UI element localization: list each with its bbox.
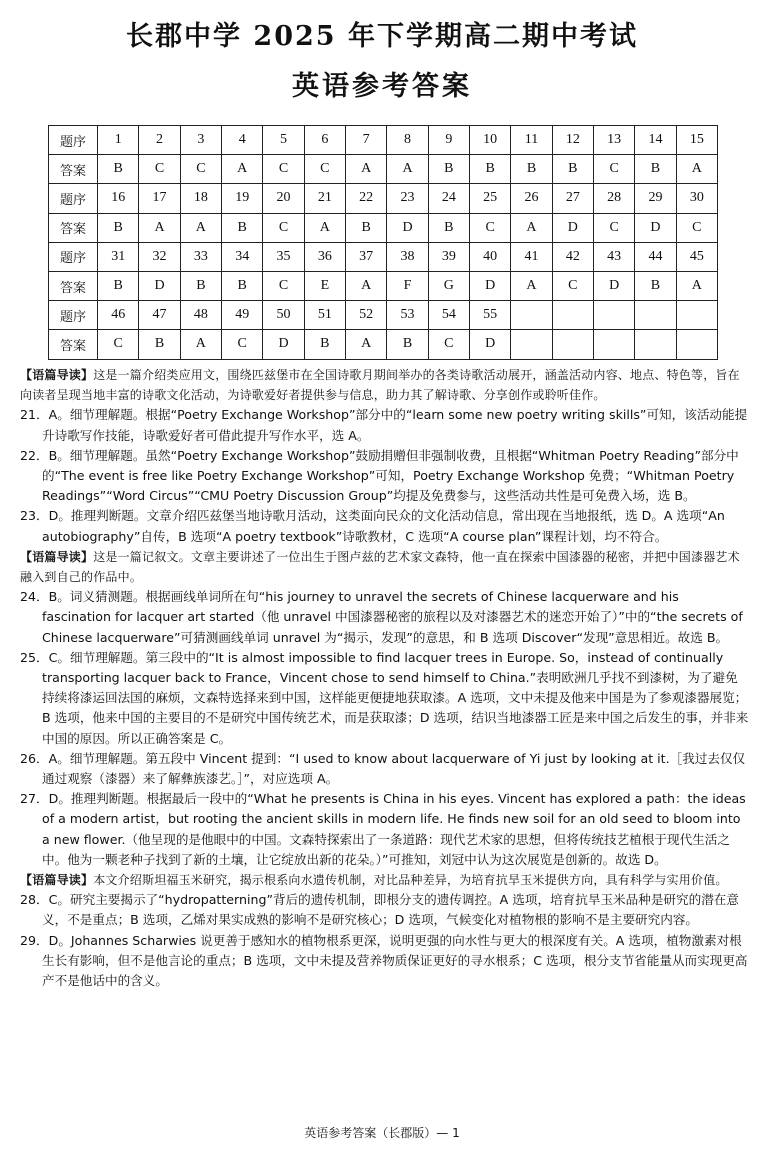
row-header-answer: 答案	[49, 271, 98, 300]
answer-cell: B	[387, 330, 428, 359]
reading-guide	[20, 870, 750, 890]
question-number-cell: 19	[222, 184, 263, 213]
answer-cell: B	[180, 271, 221, 300]
row-header-answer: 答案	[49, 330, 98, 359]
question-number-cell	[593, 301, 634, 330]
answer-explanation: 23．D。推理判断题。文章介绍匹兹堡当地诗歌月活动，这类面向民众的文化活动信息，常出现在当地报纸，选 D。A 选项“An autobiography”自传，B 选项“A poetry textbook”诗歌教材，C 选项“A course plan”课程计划，均不符合。	[20, 508, 725, 544]
answer-cell: B	[98, 155, 139, 184]
answer-explanation: 29．D。Johannes Scharwies 说更善于感知水的植物根系更深，说明更强的向水性与更大的根深度有关。A 选项，植物激素对根生长有影响，但不是他言论的重点；B 选项，文中未提及营养物质保证更好的寻水根系；C 选项，根分支节省能量从而实现更高产不是他话中的含义。	[20, 932, 748, 989]
question-number-cell: 42	[552, 242, 593, 271]
question-number-cell: 43	[593, 242, 634, 271]
answer-key-subtitle: 英语参考答案	[292, 71, 472, 102]
reading-guide-tag: 【语篇导读】	[20, 368, 94, 382]
answer-cell: A	[511, 271, 552, 300]
page-footer: 英语参考答案（长郡版）— 1	[304, 1126, 460, 1140]
table-row-answer	[49, 213, 718, 242]
reading-guide	[20, 547, 750, 587]
question-number-cell: 10	[470, 126, 511, 155]
answer-cell: F	[387, 271, 428, 300]
question-number-cell: 53	[387, 301, 428, 330]
reading-guide-text: 这是一篇记叙文。文章主要讲述了一位出生于图卢兹的艺术家文森特，他一直在探索中国漆器的秘密，并把中国漆器艺术融入到自己的作品中。	[20, 549, 740, 585]
exam-title: 长郡中学 2025 年下学期高二期中考试	[126, 21, 638, 52]
answer-cell: C	[428, 330, 469, 359]
reading-guide-text: 本文介绍斯坦福玉米研究，揭示根系向水遗传机制，对比品种差异，为培育抗旱玉米提供方向，具有科学与实用价值。	[93, 873, 728, 888]
answer-cell: C	[593, 213, 634, 242]
answer-explanation: 25．C。细节理解题。第三段中的“It is almost impossible to find lacquer trees in Europe. So，instead of continually transporting lacquer back to France，Vincent chose to send himself to China.”表明欧洲几乎找不到漆树，为了避免持续将漆运回法国的麻烦，文森特选择来到中国，这样能更便捷地获取漆。A 选项，文中未提及他来中国是为了参观漆器展览；B 选项，他来中国的主要目的不是研究中国传统艺术，而是获取漆；D 选项，结识当地漆器工匠是来中国之后发生的事，并非来中国的原因。所以正确答案是 C。	[20, 649, 749, 746]
answer-cell: C	[304, 155, 345, 184]
question-number-cell: 13	[593, 126, 634, 155]
question-number-cell: 6	[304, 126, 345, 155]
question-number-cell: 24	[428, 184, 469, 213]
question-number-cell: 30	[676, 184, 717, 213]
question-number-cell: 51	[304, 301, 345, 330]
answer-cell: B	[511, 155, 552, 184]
answer-cell: C	[263, 155, 304, 184]
answer-cell: A	[346, 155, 387, 184]
row-header-answer: 答案	[49, 155, 98, 184]
question-number-cell: 16	[98, 184, 139, 213]
answer-cell: B	[304, 330, 345, 359]
answer-cell	[676, 330, 717, 359]
reading-guide	[20, 365, 750, 405]
question-number-cell: 15	[676, 126, 717, 155]
question-number-cell: 46	[98, 301, 139, 330]
answer-cell: D	[263, 330, 304, 359]
answer-cell: A	[676, 271, 717, 300]
answer-cell: D	[387, 213, 428, 242]
question-number-cell: 28	[593, 184, 634, 213]
question-number-cell: 27	[552, 184, 593, 213]
question-number-cell: 17	[139, 184, 180, 213]
reading-guide-tag: 【语篇导读】	[20, 873, 94, 888]
answer-explanation: 26．A。细节理解题。第五段中 Vincent 提到：“I used to know about lacquerware of Yi just by looking at it.［我过去仅仅通过观察（漆器）来了解彝族漆艺。］”，对应选项 A。	[20, 750, 746, 787]
question-number-cell: 12	[552, 126, 593, 155]
question-number-cell: 39	[428, 242, 469, 271]
question-number-cell	[676, 301, 717, 330]
answer-cell: B	[98, 271, 139, 300]
explanations	[20, 365, 750, 991]
answer-cell: C	[593, 155, 634, 184]
question-number-cell: 9	[428, 126, 469, 155]
answer-cell: D	[552, 213, 593, 242]
answer-cell: A	[676, 155, 717, 184]
answer-cell: C	[139, 155, 180, 184]
answer-explanation: 27．D。推理判断题。根据最后一段中的“What he presents is China in his eyes. Vincent has explored a path：the ideas of a modern artist，but rooting the ancient skills in modern life. He finds new soil for an old seed to bloom into a new flower.（他呈现的是他眼中的中国。文森特探索出了一条道路：现代艺术家的思想，但将传统技艺植根于现代生活之中。他为一颗老种子找到了新的土壤，让它绽放出新的花朵。）”可推知，刘冠中认为这次展览是创新的。故选 D。	[20, 791, 746, 867]
question-number-cell: 47	[139, 301, 180, 330]
table-row-number	[49, 242, 718, 271]
answer-explanation: 22．B。细节理解题。虽然“Poetry Exchange Workshop”鼓励捐赠但非强制收费，且根据“Whitman Poetry Reading”部分中的“The event is free like Poetry Exchange Workshop”可知，Poetry Exchange Workshop 免费；“Whitman Poetry Readings”“Word Circus”“CMU Poetry Discussion Group”均提及免费参与，这些活动共性是可免费入场，选 B。	[20, 447, 739, 504]
table-row-number	[49, 184, 718, 213]
question-number-cell: 52	[346, 301, 387, 330]
answer-cell: C	[98, 330, 139, 359]
answer-cell: A	[139, 213, 180, 242]
question-number-cell: 48	[180, 301, 221, 330]
answer-cell: A	[346, 271, 387, 300]
answer-cell: A	[511, 213, 552, 242]
answer-explanation: 28．C。研究主要揭示了“hydropatterning”背后的遗传机制，即根分支的遗传调控。A 选项，培育抗旱玉米品种是研究的潜在意义，不是重点；B 选项，乙烯对果实成熟的影响不是研究核心；D 选项，气候变化对植物根的影响不是主要研究内容。	[20, 892, 739, 928]
question-number-cell: 22	[346, 184, 387, 213]
reading-guide-tag: 【语篇导读】	[20, 549, 94, 564]
answer-cell: C	[552, 271, 593, 300]
question-number-cell: 18	[180, 184, 221, 213]
answer-cell: A	[180, 330, 221, 359]
answer-cell: E	[304, 271, 345, 300]
question-number-cell: 11	[511, 126, 552, 155]
question-number-cell: 21	[304, 184, 345, 213]
question-number-cell: 7	[346, 126, 387, 155]
answer-cell: A	[387, 155, 428, 184]
question-number-cell: 49	[222, 301, 263, 330]
question-number-cell: 23	[387, 184, 428, 213]
question-number-cell	[635, 301, 676, 330]
table-row-number	[49, 126, 718, 155]
answer-cell: B	[222, 271, 263, 300]
answer-cell: D	[470, 330, 511, 359]
question-number-cell: 1	[98, 126, 139, 155]
question-number-cell: 3	[180, 126, 221, 155]
answer-cell: D	[635, 213, 676, 242]
question-number-cell: 14	[635, 126, 676, 155]
answer-cell: C	[180, 155, 221, 184]
question-number-cell: 34	[222, 242, 263, 271]
answer-cell	[593, 330, 634, 359]
row-header-number: 题序	[49, 301, 98, 330]
reading-guide-text: 这是一篇介绍类应用文，围绕匹兹堡市在全国诗歌月期间举办的各类诗歌活动展开，涵盖活动内容、地点、特色等，旨在向读者呈现当地丰富的诗歌文化活动，为诗歌爱好者提供参与信息，助力其了解诗歌、分享创作或聆听佳作。	[20, 368, 740, 403]
question-number-cell: 31	[98, 242, 139, 271]
question-number-cell: 8	[387, 126, 428, 155]
question-number-cell: 29	[635, 184, 676, 213]
answer-cell: A	[346, 330, 387, 359]
question-number-cell: 32	[139, 242, 180, 271]
answer-cell: B	[428, 213, 469, 242]
answer-cell	[511, 330, 552, 359]
answer-cell: C	[470, 213, 511, 242]
answer-cell: D	[593, 271, 634, 300]
answer-cell: B	[428, 155, 469, 184]
answer-cell	[635, 330, 676, 359]
table-row-answer	[49, 271, 718, 300]
answer-explanation: 24．B。词义猜测题。根据画线单词所在句“his journey to unravel the secrets of Chinese lacquerware and his fascination for lacquer art started（他 unravel 中国漆器秘密的旅程以及对漆器艺术的迷恋开始了）”中的“the secrets of Chinese lacquerware”可猜测画线单词 unravel 为“揭示，发现”的意思，和 B 选项 Discover“发现”意思相近。故选 B。	[20, 589, 743, 645]
answer-table	[48, 125, 718, 360]
question-number-cell: 54	[428, 301, 469, 330]
question-number-cell: 4	[222, 126, 263, 155]
question-number-cell: 50	[263, 301, 304, 330]
question-number-cell: 2	[139, 126, 180, 155]
answer-cell: B	[98, 213, 139, 242]
question-number-cell: 5	[263, 126, 304, 155]
question-number-cell: 40	[470, 242, 511, 271]
table-row-number	[49, 301, 718, 330]
answer-cell: C	[263, 271, 304, 300]
question-number-cell: 33	[180, 242, 221, 271]
row-header-number: 题序	[49, 184, 98, 213]
answer-cell: B	[346, 213, 387, 242]
answer-cell: A	[222, 155, 263, 184]
question-number-cell	[511, 301, 552, 330]
answer-cell: D	[139, 271, 180, 300]
answer-cell: G	[428, 271, 469, 300]
table-row-answer	[49, 330, 718, 359]
row-header-answer: 答案	[49, 213, 98, 242]
answer-cell: B	[139, 330, 180, 359]
answer-explanation: 21．A。细节理解题。根据“Poetry Exchange Workshop”部分中的“learn some new poetry writing skills”可知，该活动能提升诗歌写作技能，诗歌爱好者可借此提升写作水平，选 A。	[20, 407, 748, 443]
answer-cell: C	[263, 213, 304, 242]
answer-cell: C	[222, 330, 263, 359]
answer-cell: B	[552, 155, 593, 184]
row-header-number: 题序	[49, 242, 98, 271]
row-header-number: 题序	[49, 126, 98, 155]
answer-cell	[552, 330, 593, 359]
question-number-cell: 38	[387, 242, 428, 271]
answer-cell: C	[676, 213, 717, 242]
answer-cell: B	[635, 155, 676, 184]
question-number-cell: 35	[263, 242, 304, 271]
question-number-cell: 26	[511, 184, 552, 213]
question-number-cell: 55	[470, 301, 511, 330]
answer-cell: A	[304, 213, 345, 242]
question-number-cell: 36	[304, 242, 345, 271]
question-number-cell: 37	[346, 242, 387, 271]
question-number-cell: 41	[511, 242, 552, 271]
answer-cell: B	[222, 213, 263, 242]
answer-cell: B	[470, 155, 511, 184]
question-number-cell: 45	[676, 242, 717, 271]
question-number-cell: 25	[470, 184, 511, 213]
answer-cell: A	[180, 213, 221, 242]
question-number-cell	[552, 301, 593, 330]
answer-cell: D	[470, 271, 511, 300]
table-row-answer	[49, 155, 718, 184]
question-number-cell: 20	[263, 184, 304, 213]
answer-cell: B	[635, 271, 676, 300]
question-number-cell: 44	[635, 242, 676, 271]
